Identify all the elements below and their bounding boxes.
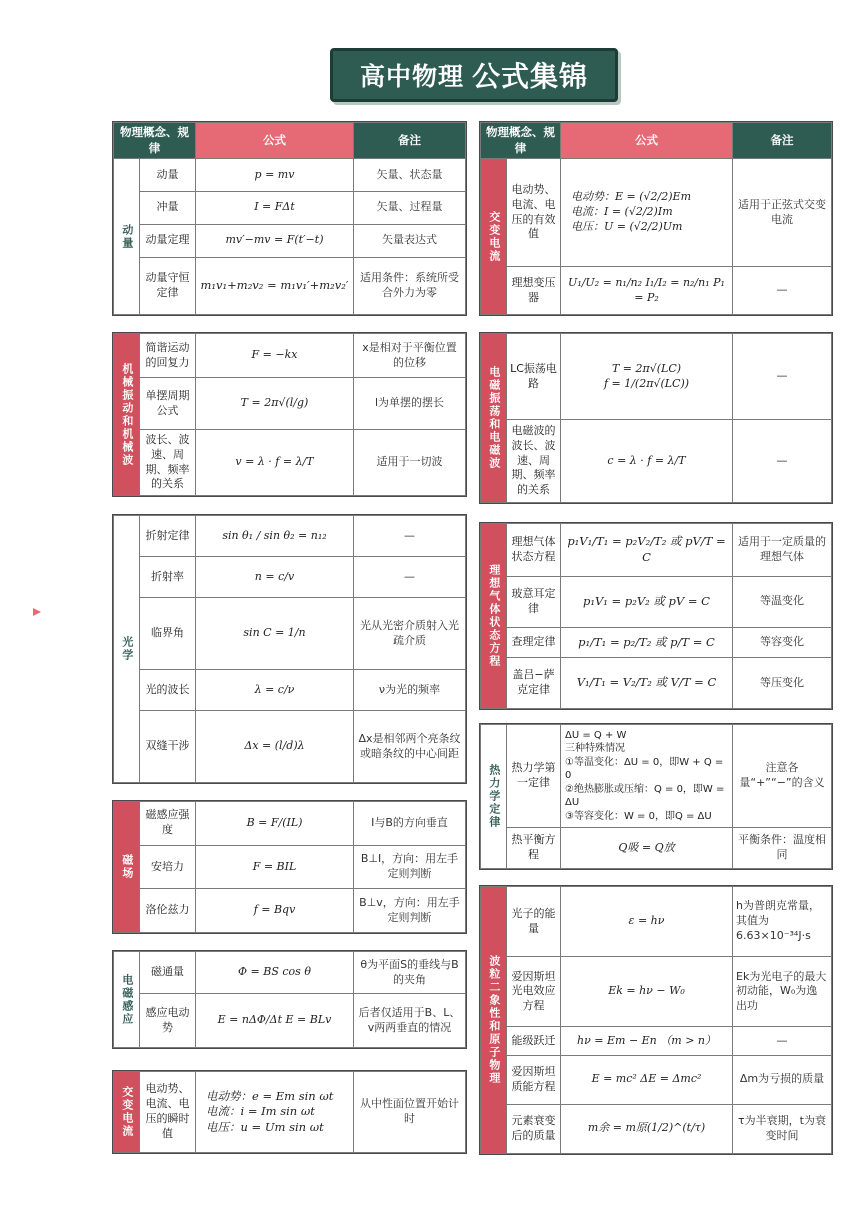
row-formula: f = Bqv <box>196 889 354 933</box>
header-concept: 物理概念、规律 <box>481 123 561 159</box>
row-note: 适用于正弦式交变电流 <box>733 159 832 267</box>
row-name: 折射定律 <box>140 516 196 557</box>
row-name: 折射率 <box>140 557 196 598</box>
row-note: 适用于一定质量的理想气体 <box>733 524 832 577</box>
row-name: 盖吕−萨克定律 <box>507 658 561 709</box>
title-part1: 高中物理 <box>359 62 464 91</box>
row-formula: p = mv <box>196 159 354 192</box>
row-name: 磁感应强度 <box>140 802 196 846</box>
row-note: l为单摆的摆长 <box>354 378 466 430</box>
header-concept: 物理概念、规律 <box>114 123 196 159</box>
row-formula: sin C = 1/n <box>196 598 354 670</box>
row-note: — <box>733 334 832 420</box>
row-name: 玻意耳定律 <box>507 576 561 627</box>
row-formula: m₁v₁+m₂v₂ = m₁v₁′+m₂v₂′ <box>196 257 354 314</box>
row-formula: T = 2π√(LC) f = 1/(2π√(LC)) <box>561 334 733 420</box>
row-formula: B = F/(IL) <box>196 802 354 846</box>
row-formula: 电动势：e = Em sin ωt 电流：i = Im sin ωt 电压：u = Um sin ωt <box>196 1072 354 1153</box>
row-formula: p₁V₁/T₁ = p₂V₂/T₂ 或 pV/T = C <box>561 524 733 577</box>
header-note: 备注 <box>354 123 466 159</box>
row-note: 矢量、过程量 <box>354 191 466 224</box>
row-formula: sin θ₁ / sin θ₂ = n₁₂ <box>196 516 354 557</box>
row-note: 等温变化 <box>733 576 832 627</box>
vibration-table <box>112 332 467 497</box>
row-name: 动量定理 <box>140 224 196 257</box>
row-name: 热平衡方程 <box>507 828 561 869</box>
row-note: Ek为光电子的最大初动能，W₀为逸出功 <box>733 957 832 1027</box>
row-formula: 电动势：E = (√2/2)Em 电流：I = (√2/2)Im 电压：U = (√2/2)Um <box>561 159 733 267</box>
row-formula: Ek = hν − W₀ <box>561 957 733 1027</box>
optics-table <box>112 514 467 784</box>
row-formula: E = nΔΦ/Δt E = BLv <box>196 994 354 1048</box>
title-part2: 公式集锦 <box>472 60 589 93</box>
row-note: x是相对于平衡位置的位移 <box>354 334 466 378</box>
row-name: 双缝干涉 <box>140 711 196 783</box>
row-note: Δm为亏损的质量 <box>733 1055 832 1104</box>
title-banner <box>330 48 618 102</box>
row-name: 临界角 <box>140 598 196 670</box>
header-formula: 公式 <box>196 123 354 159</box>
header-formula: 公式 <box>561 123 733 159</box>
thermo-table <box>479 723 833 870</box>
category-quantum: 波粒二象性和原子物理 <box>481 887 507 1154</box>
row-name: 热力学第一定律 <box>507 725 561 828</box>
category-optics: 光学 <box>114 516 140 783</box>
row-note: 等容变化 <box>733 627 832 657</box>
magnetic-table <box>112 800 467 934</box>
category-magnetic: 磁场 <box>114 802 140 933</box>
row-name: 冲量 <box>140 191 196 224</box>
row-formula: m余 = m原(1/2)^(t/τ) <box>561 1104 733 1153</box>
row-note: 适用条件：系统所受合外力为零 <box>354 257 466 314</box>
row-formula: Δx = (l/d)λ <box>196 711 354 783</box>
row-formula: λ = c/ν <box>196 670 354 711</box>
momentum-table <box>112 121 467 316</box>
row-note: I与B的方向垂直 <box>354 802 466 846</box>
row-note: — <box>733 267 832 315</box>
row-name: 电动势、电流、电压的瞬时值 <box>140 1072 196 1153</box>
row-name: LC振荡电路 <box>507 334 561 420</box>
row-name: 电磁波的波长、波速、周期、频率的关系 <box>507 420 561 503</box>
row-note: ν为光的频率 <box>354 670 466 711</box>
row-note: 从中性面位置开始计时 <box>354 1072 466 1153</box>
induction-table <box>112 950 467 1049</box>
row-name: 动量 <box>140 159 196 192</box>
row-note: 后者仅适用于B、L、v两两垂直的情况 <box>354 994 466 1048</box>
row-name: 单摆周期公式 <box>140 378 196 430</box>
row-formula: c = λ · f = λ/T <box>561 420 733 503</box>
row-formula: E = mc² ΔE = Δmc² <box>561 1055 733 1104</box>
row-formula: p₁/T₁ = p₂/T₂ 或 p/T = C <box>561 627 733 657</box>
row-note: 适用于一切波 <box>354 430 466 496</box>
row-name: 动量守恒定律 <box>140 257 196 314</box>
row-formula: v = λ · f = λ/T <box>196 430 354 496</box>
row-formula: Q吸 = Q放 <box>561 828 733 869</box>
category-ac-right: 交变电流 <box>481 159 507 315</box>
row-name: 波长、波速、周期、频率的关系 <box>140 430 196 496</box>
row-note: 矢量表达式 <box>354 224 466 257</box>
row-note: B⊥I，方向：用左手定则判断 <box>354 845 466 889</box>
row-note: 光从光密介质射入光疏介质 <box>354 598 466 670</box>
row-note: — <box>354 516 466 557</box>
row-name: 能级跃迁 <box>507 1027 561 1055</box>
row-note: θ为平面S的垂线与B的夹角 <box>354 952 466 994</box>
em-wave-table <box>479 332 833 504</box>
row-formula: Φ = BS cos θ <box>196 952 354 994</box>
row-note: — <box>354 557 466 598</box>
category-momentum: 动量 <box>114 159 140 315</box>
row-note: B⊥v，方向：用左手定则判断 <box>354 889 466 933</box>
quantum-table <box>479 885 833 1155</box>
row-name: 理想气体状态方程 <box>507 524 561 577</box>
header-note: 备注 <box>733 123 832 159</box>
row-formula: ε = hν <box>561 887 733 957</box>
row-formula: mv′−mv = F(t′−t) <box>196 224 354 257</box>
row-note: h为普朗克常量，其值为6.63×10⁻³⁴J·s <box>733 887 832 957</box>
category-ac-left: 交变电流 <box>114 1072 140 1153</box>
row-name: 理想变压器 <box>507 267 561 315</box>
row-formula: U₁/U₂ = n₁/n₂ I₁/I₂ = n₂/n₁ P₁ = P₂ <box>561 267 733 315</box>
margin-arrow-icon <box>33 608 41 616</box>
category-vibration: 机械振动和机械波 <box>114 334 140 496</box>
row-formula: I = FΔt <box>196 191 354 224</box>
row-note: 平衡条件：温度相同 <box>733 828 832 869</box>
ac-instant-table <box>112 1070 467 1154</box>
row-formula: p₁V₁ = p₂V₂ 或 pV = C <box>561 576 733 627</box>
row-name: 磁通量 <box>140 952 196 994</box>
ac-effective-table <box>479 121 833 316</box>
row-note: — <box>733 420 832 503</box>
row-formula: hν = Em − En （m > n） <box>561 1027 733 1055</box>
category-induction: 电磁感应 <box>114 952 140 1048</box>
row-note: 矢量、状态量 <box>354 159 466 192</box>
row-formula: T = 2π√(l/g) <box>196 378 354 430</box>
row-formula: V₁/T₁ = V₂/T₂ 或 V/T = C <box>561 658 733 709</box>
row-name: 查理定律 <box>507 627 561 657</box>
row-name: 电动势、电流、电压的有效值 <box>507 159 561 267</box>
row-name: 光的波长 <box>140 670 196 711</box>
row-name: 安培力 <box>140 845 196 889</box>
category-gas: 理想气体状态方程 <box>481 524 507 709</box>
gas-table <box>479 522 833 710</box>
row-name: 感应电动势 <box>140 994 196 1048</box>
row-note: 等压变化 <box>733 658 832 709</box>
category-em-wave: 电磁振荡和电磁波 <box>481 334 507 503</box>
row-note: — <box>733 1027 832 1055</box>
row-name: 元素衰变后的质量 <box>507 1104 561 1153</box>
row-name: 光子的能量 <box>507 887 561 957</box>
row-name: 爱因斯坦光电效应方程 <box>507 957 561 1027</box>
row-name: 简谐运动的回复力 <box>140 334 196 378</box>
row-name: 洛伦兹力 <box>140 889 196 933</box>
row-formula: n = c/v <box>196 557 354 598</box>
row-formula: F = BIL <box>196 845 354 889</box>
row-formula: ΔU = Q + W 三种特殊情况 ①等温变化：ΔU = 0，即W + Q = 0 ②绝热膨胀或压缩：Q = 0，即W = ΔU ③等容变化：W = 0，即Q = ΔU <box>561 725 733 828</box>
row-formula: F = −kx <box>196 334 354 378</box>
row-note: Δx是相邻两个亮条纹或暗条纹的中心间距 <box>354 711 466 783</box>
category-thermo: 热力学定律 <box>481 725 507 869</box>
row-name: 爱因斯坦质能方程 <box>507 1055 561 1104</box>
row-note: 注意各量“+”“−”的含义 <box>733 725 832 828</box>
row-note: τ为半衰期，t为衰变时间 <box>733 1104 832 1153</box>
